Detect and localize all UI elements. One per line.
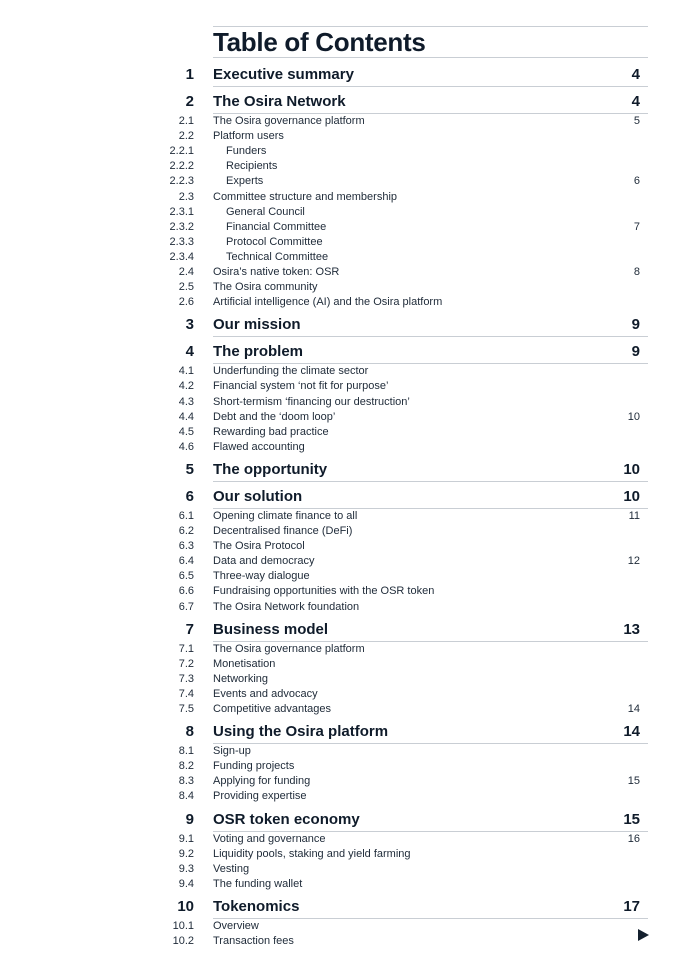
toc-number: 6.3 [178,540,194,553]
toc-number: 9 [185,810,194,828]
toc-title[interactable]: Three-way dialogue [213,570,310,583]
toc-title[interactable]: Tokenomics [213,897,300,915]
toc-number: 10 [177,897,194,915]
toc-subsection[interactable] [0,265,680,280]
toc-number: 2.2 [178,130,194,143]
toc-number: 8 [185,723,194,741]
toc-number: 2.5 [178,281,194,294]
toc-section[interactable] [0,460,680,482]
toc-title[interactable]: Vesting [213,862,250,875]
toc-subsection[interactable] [0,862,680,877]
toc-number: 8.4 [178,790,194,803]
toc-subsection[interactable] [0,657,680,672]
toc-subsection[interactable] [0,774,680,789]
toc-title[interactable]: Events and advocacy [213,687,318,700]
toc-number: 5 [185,460,194,478]
toc-number: 6.6 [178,585,194,598]
toc-title[interactable]: The funding wallet [213,877,303,890]
section-rule [213,336,648,337]
toc-title[interactable]: Financial system ‘not fit for purpose’ [213,380,389,393]
toc-title[interactable]: Competitive advantages [213,703,332,715]
toc-subsection[interactable] [0,425,680,440]
toc-section[interactable] [0,315,680,337]
section-rule [213,86,648,87]
toc-page-number: 9 [631,316,640,334]
toc-page-number: 14 [627,703,640,715]
toc-section[interactable] [0,897,680,919]
toc-number: 1 [185,66,194,83]
toc-page-number: 16 [627,832,640,845]
toc-title[interactable]: The Osira Network [213,93,346,110]
toc-title[interactable]: Funding projects [213,760,295,773]
toc-title[interactable]: Debt and the ‘doom loop’ [213,410,336,423]
toc-section[interactable] [0,620,680,642]
toc-page-number: 5 [633,115,640,127]
toc-subsection[interactable] [0,190,680,205]
toc-number: 4.6 [178,440,194,453]
toc-number: 6.5 [178,570,194,583]
toc-subsection[interactable] [0,295,680,310]
toc-subsection[interactable] [0,364,680,379]
toc-subsection[interactable] [0,934,680,949]
toc-subsubsection[interactable] [0,205,680,220]
toc-number: 9.1 [178,832,194,845]
toc-number: 2.3.4 [169,250,194,263]
toc-subsection[interactable] [0,524,680,539]
toc-title[interactable]: Fundraising opportunities with the OSR token [213,585,435,598]
toc-title[interactable]: Committee structure and membership [213,190,398,203]
toc-number: 6.4 [178,555,194,568]
toc-subsubsection[interactable] [0,250,680,265]
toc-subsubsection[interactable] [0,144,680,159]
toc-number: 2.3 [178,190,194,203]
toc-title[interactable]: Rewarding bad practice [213,425,329,438]
toc-subsection[interactable] [0,410,680,425]
toc-title[interactable]: Liquidity pools, staking and yield farming [213,847,411,860]
toc-number: 6 [185,487,194,505]
toc-subsection[interactable] [0,877,680,892]
toc-section[interactable] [0,487,680,509]
toc-subsection[interactable] [0,114,680,129]
toc-section[interactable] [0,342,680,364]
toc-page-number: 15 [623,810,640,828]
toc-subsection[interactable] [0,789,680,804]
toc-subsection[interactable] [0,280,680,295]
toc-number: 4.5 [178,425,194,438]
toc-number: 2.6 [178,296,194,309]
toc-page-number: 9 [631,343,640,361]
toc-title[interactable]: Short-termism ‘financing our destruction’ [213,395,410,408]
toc-title[interactable]: Protocol Committee [226,235,323,248]
toc-number: 2.2.1 [169,145,194,158]
toc-subsection[interactable] [0,600,680,615]
toc-number: 7.3 [178,672,194,685]
toc-page-number: 10 [623,460,640,478]
toc-number: 10.2 [172,935,194,947]
toc-subsection[interactable] [0,832,680,847]
toc-page-number: 4 [631,93,640,110]
toc-title[interactable]: Osira’s native token: OSR [213,266,340,278]
toc-subsection[interactable] [0,759,680,774]
toc-number: 2.3.1 [169,205,194,218]
toc-title[interactable]: Voting and governance [213,832,326,845]
toc-title[interactable]: The opportunity [213,460,328,478]
toc-title[interactable]: Opening climate finance to all [213,509,358,522]
toc-subsection[interactable] [0,687,680,702]
toc-number: 7.1 [178,642,194,655]
toc-title[interactable]: Transaction fees [213,935,294,947]
toc-title[interactable]: Networking [213,672,269,685]
toc-number: 7.2 [178,657,194,670]
toc-title[interactable]: Our solution [213,487,303,505]
toc-number: 8.3 [178,775,194,788]
toc-number: 2.4 [178,266,194,278]
toc-number: 3 [185,316,194,334]
toc-page-number: 7 [633,220,640,233]
toc-title[interactable]: Underfunding the climate sector [213,365,369,378]
toc-subsection[interactable] [0,554,680,569]
toc-title[interactable]: The Osira Protocol [213,540,305,553]
toc-number: 9.4 [178,877,194,890]
toc-page-number: 8 [633,266,640,278]
toc-subsection[interactable] [0,702,680,717]
toc-subsubsection[interactable] [0,220,680,235]
toc-number: 2.3.2 [169,220,194,233]
toc-number: 7.5 [178,703,194,715]
toc-number: 6.2 [178,525,194,537]
toc-title[interactable]: Recipients [226,160,278,173]
toc-title[interactable]: Financial Committee [226,220,327,233]
toc-page-number: 17 [623,897,640,915]
toc-title[interactable]: The Osira governance platform [213,115,365,127]
toc-number: 2.2.3 [169,175,194,188]
page-title: Table of Contents [213,27,648,58]
toc-subsection[interactable] [0,509,680,524]
toc-number: 7.4 [178,687,194,700]
toc-title[interactable]: Funders [226,145,267,158]
toc-subsubsection[interactable] [0,235,680,250]
toc-title[interactable]: Our mission [213,316,301,334]
toc-number: 4 [185,343,194,361]
toc-number: 2.1 [178,115,194,127]
toc-subsubsection[interactable] [0,174,680,189]
toc-title[interactable]: The Osira governance platform [213,642,365,655]
toc-subsection[interactable] [0,744,680,759]
toc-subsection[interactable] [0,642,680,657]
toc-subsection[interactable] [0,395,680,410]
toc-section[interactable] [0,92,680,114]
toc-number: 6.7 [178,600,194,613]
toc-title[interactable]: The Osira Network foundation [213,600,360,613]
toc-title[interactable]: Sign-up [213,745,251,758]
toc-page-number: 4 [631,66,640,83]
toc-title[interactable]: Monetisation [213,657,276,670]
toc-title[interactable]: Experts [226,175,264,188]
toc-number: 10.1 [172,919,194,932]
toc-title[interactable]: Executive summary [213,66,354,83]
toc-subsection[interactable] [0,440,680,455]
toc-number: 4.3 [178,395,194,408]
toc-title[interactable]: OSR token economy [213,810,360,828]
toc-number: 7 [185,620,194,638]
toc-number: 4.4 [178,410,194,423]
toc-page-number: 10 [623,487,640,505]
toc-number: 2.2.2 [169,160,194,173]
toc-title[interactable]: Platform users [213,130,284,143]
toc-number: 8.2 [178,760,194,773]
toc-number: 9.3 [178,862,194,875]
toc-page-number: 11 [628,509,640,522]
toc-number: 2.3.3 [169,235,194,248]
toc-title[interactable]: The Osira community [213,281,318,294]
toc-title[interactable]: Artificial intelligence (AI) and the Osira platform [213,296,443,309]
toc-title[interactable]: General Council [226,205,305,218]
toc-subsection[interactable] [0,569,680,584]
toc-title[interactable]: Flawed accounting [213,440,305,453]
toc-section[interactable] [0,810,680,832]
toc-subsection[interactable] [0,379,680,394]
toc-title[interactable]: Decentralised finance (DeFi) [213,525,353,537]
toc-title[interactable]: Applying for funding [213,775,311,788]
toc-title[interactable]: Using the Osira platform [213,723,389,741]
toc-page-number: 12 [627,555,640,568]
toc-number: 8.1 [178,745,194,758]
toc-number: 2 [185,93,194,110]
next-page-arrow-icon[interactable] [638,929,649,941]
toc-page-number: 6 [633,175,640,188]
toc-page-number: 14 [623,723,640,741]
toc-page-number: 15 [627,775,640,788]
toc-title[interactable]: Providing expertise [213,790,307,803]
toc-subsection[interactable] [0,129,680,144]
section-rule [213,481,648,482]
toc-title[interactable]: The problem [213,343,304,361]
toc-page-number: 10 [627,410,640,423]
toc-subsection[interactable] [0,539,680,554]
toc-number: 9.2 [178,847,194,860]
toc-subsubsection[interactable] [0,159,680,174]
toc-title[interactable]: Technical Committee [226,250,329,263]
toc-number: 6.1 [178,509,194,522]
toc-title[interactable]: Business model [213,620,329,638]
toc-title[interactable]: Overview [213,919,259,932]
toc-number: 4.1 [178,365,194,378]
toc-subsection[interactable] [0,847,680,862]
toc-section[interactable] [0,722,680,744]
toc-section[interactable] [0,65,680,87]
toc-page-number: 13 [623,620,640,638]
toc-subsection[interactable] [0,919,680,934]
toc-subsection[interactable] [0,672,680,687]
toc-title[interactable]: Data and democracy [213,555,315,568]
toc-number: 4.2 [178,380,194,393]
toc-subsection[interactable] [0,584,680,599]
